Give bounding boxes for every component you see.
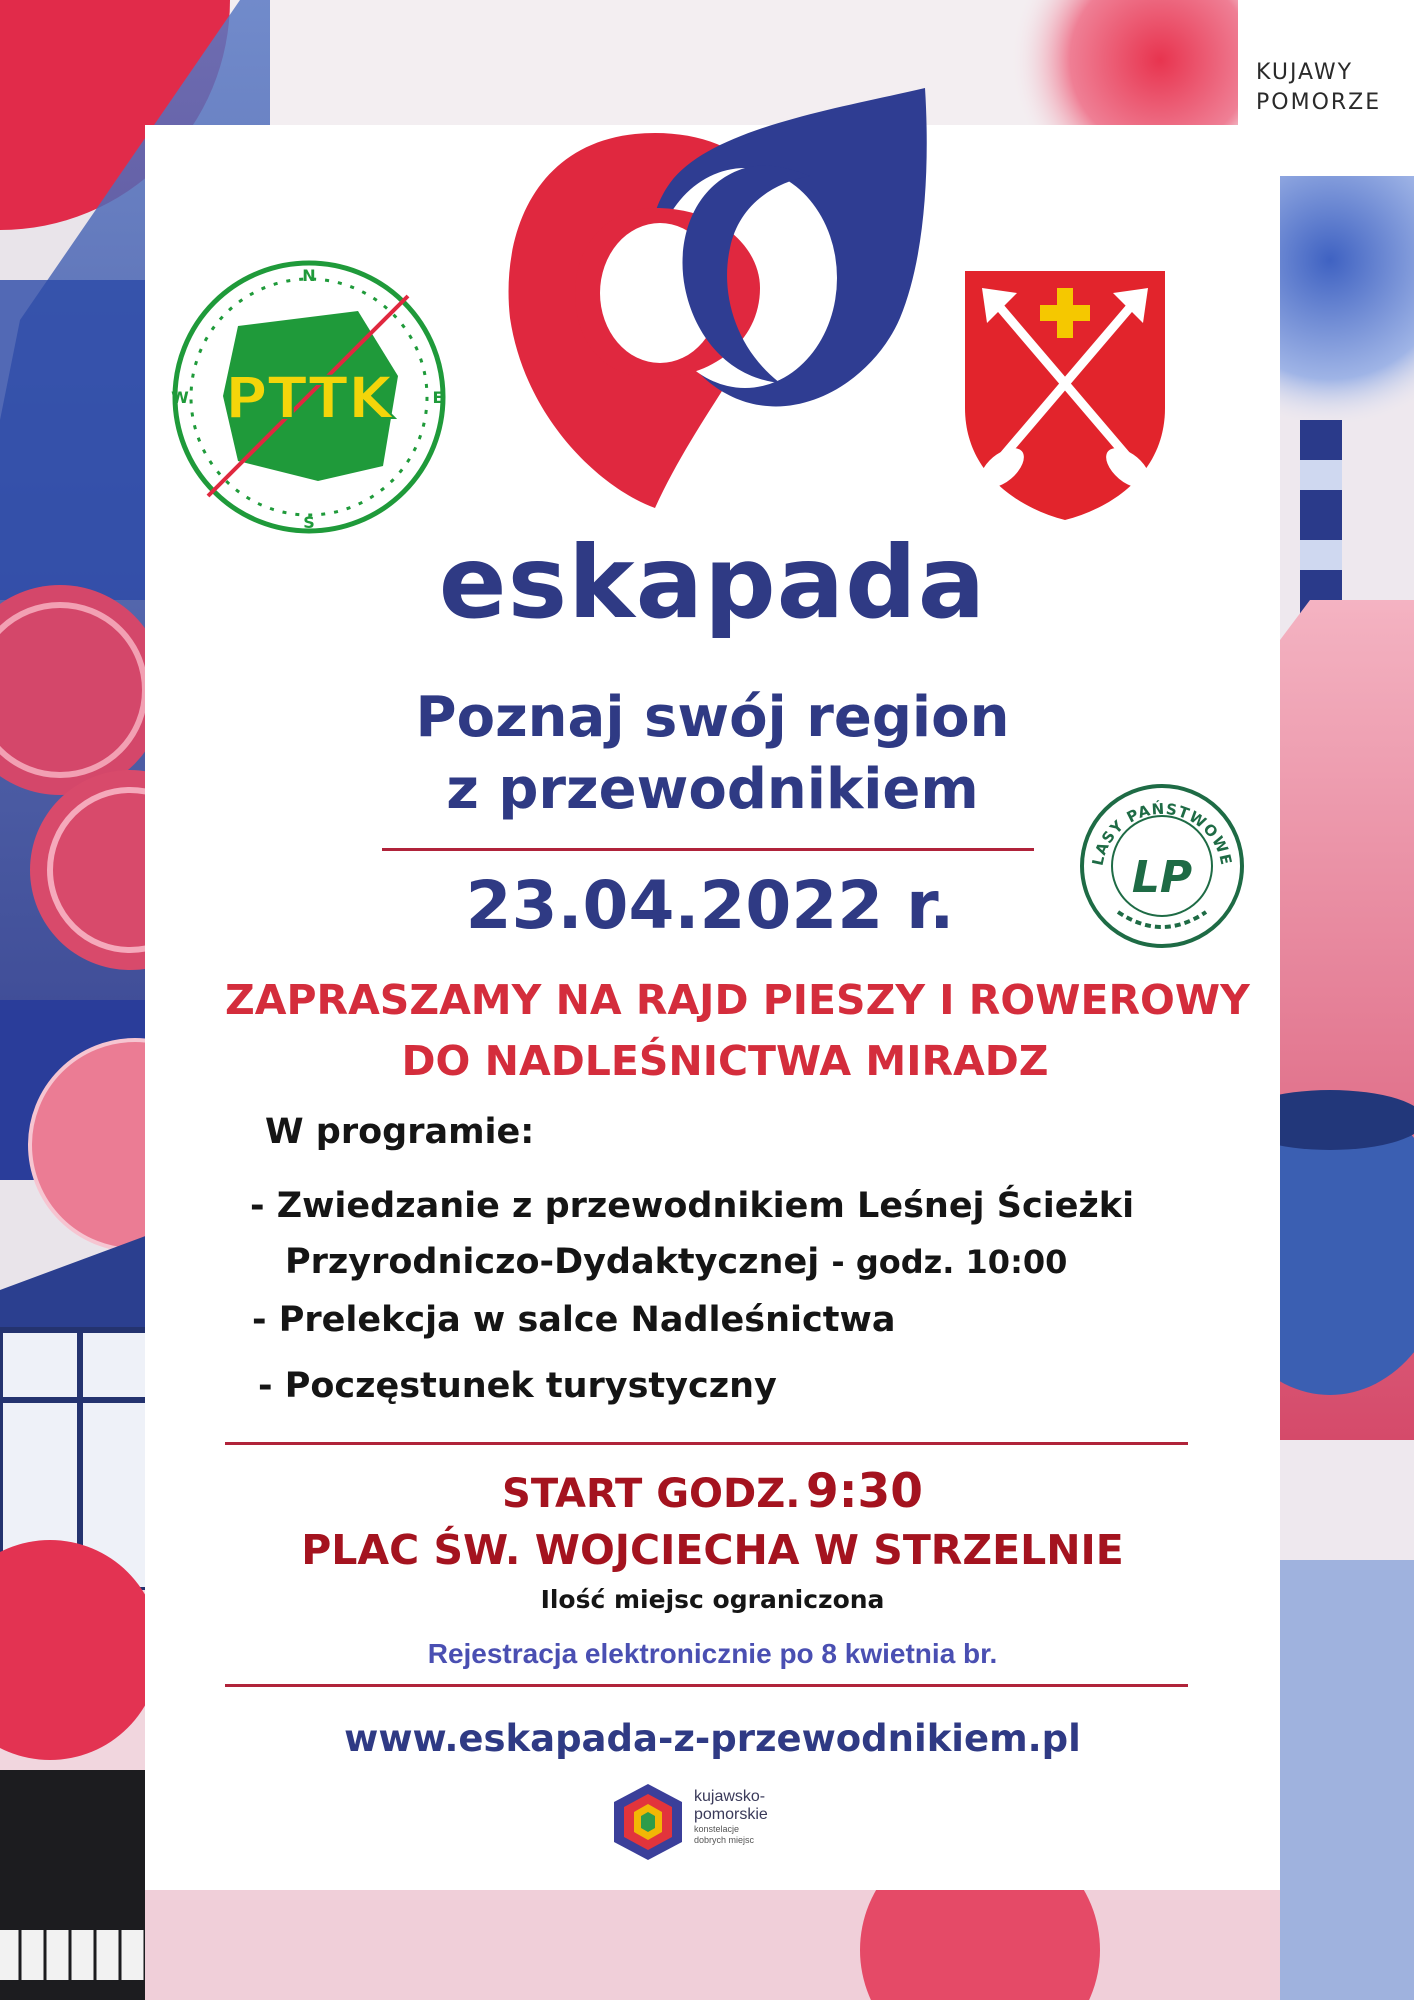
places-limited: Ilość miejsc ograniczona (540, 1585, 885, 1614)
eskapada-logo-icon (480, 88, 940, 538)
compass-west: W (171, 388, 189, 407)
badge-line-1: KUJAWY (1256, 60, 1354, 85)
region-line-1: kujawsko- (694, 1788, 766, 1805)
invite-line-2: DO NADLEŚNICTWA MIRADZ (401, 1037, 1049, 1085)
region-line-4: dobrych miejsc (694, 1835, 755, 1845)
invite-line-1: ZAPRASZAMY NA RAJD PIESZY I ROWEROWY (225, 976, 1250, 1024)
compass-south: S (303, 513, 315, 532)
program-item-1-time: - godz. 10:00 (831, 1243, 1068, 1281)
forest-mark: LP (1131, 852, 1193, 903)
region-logo-text (694, 1788, 834, 1846)
badge-line-2: POMORZE (1256, 90, 1382, 115)
forest-arc-text: LASY PAŃSTWOWE (1088, 799, 1236, 868)
event-date: 23.04.2022 r. (465, 867, 955, 944)
compass-east: E (432, 388, 444, 407)
program-item-1: - Zwiedzanie z przewodnikiem Leśnej Ścieżki (250, 1186, 1135, 1226)
divider-top (382, 848, 1034, 851)
registration-note: Rejestracja elektronicznie po 8 kwietnia br. (427, 1638, 998, 1669)
tagline-line-1: Poznaj swój region (415, 685, 1010, 750)
program-item-1-cont (285, 1242, 1067, 1282)
pttk-text: PTTK (225, 364, 393, 432)
start-label: START GODZ. (502, 1471, 801, 1517)
program-item-3: - Poczęstunek turystyczny (258, 1366, 777, 1406)
tagline-line-2: z przewodnikiem (446, 757, 979, 822)
region-star-logo-icon (612, 1782, 684, 1862)
program-heading: W programie: (265, 1112, 535, 1152)
compass-north: N (302, 266, 316, 285)
divider-bottom (225, 1684, 1188, 1687)
divider-middle (225, 1442, 1188, 1445)
start-time: 9:30 (806, 1464, 923, 1519)
website-link[interactable]: www.eskapada-z-przewodnikiem.pl (344, 1717, 1081, 1760)
coat-of-arms-icon (962, 268, 1168, 523)
region-line-3: konstelacje (694, 1824, 740, 1834)
program-item-2: - Prelekcja w salce Nadleśnictwa (252, 1300, 896, 1340)
program-item-1-line-2: Przyrodniczo-Dydaktycznej (285, 1242, 820, 1282)
start-place: PLAC ŚW. WOJCIECHA W STRZELNIE (301, 1526, 1124, 1574)
brand-title: eskapada (438, 524, 987, 641)
region-line-2: pomorskie (694, 1806, 768, 1823)
pttk-logo (168, 256, 450, 538)
